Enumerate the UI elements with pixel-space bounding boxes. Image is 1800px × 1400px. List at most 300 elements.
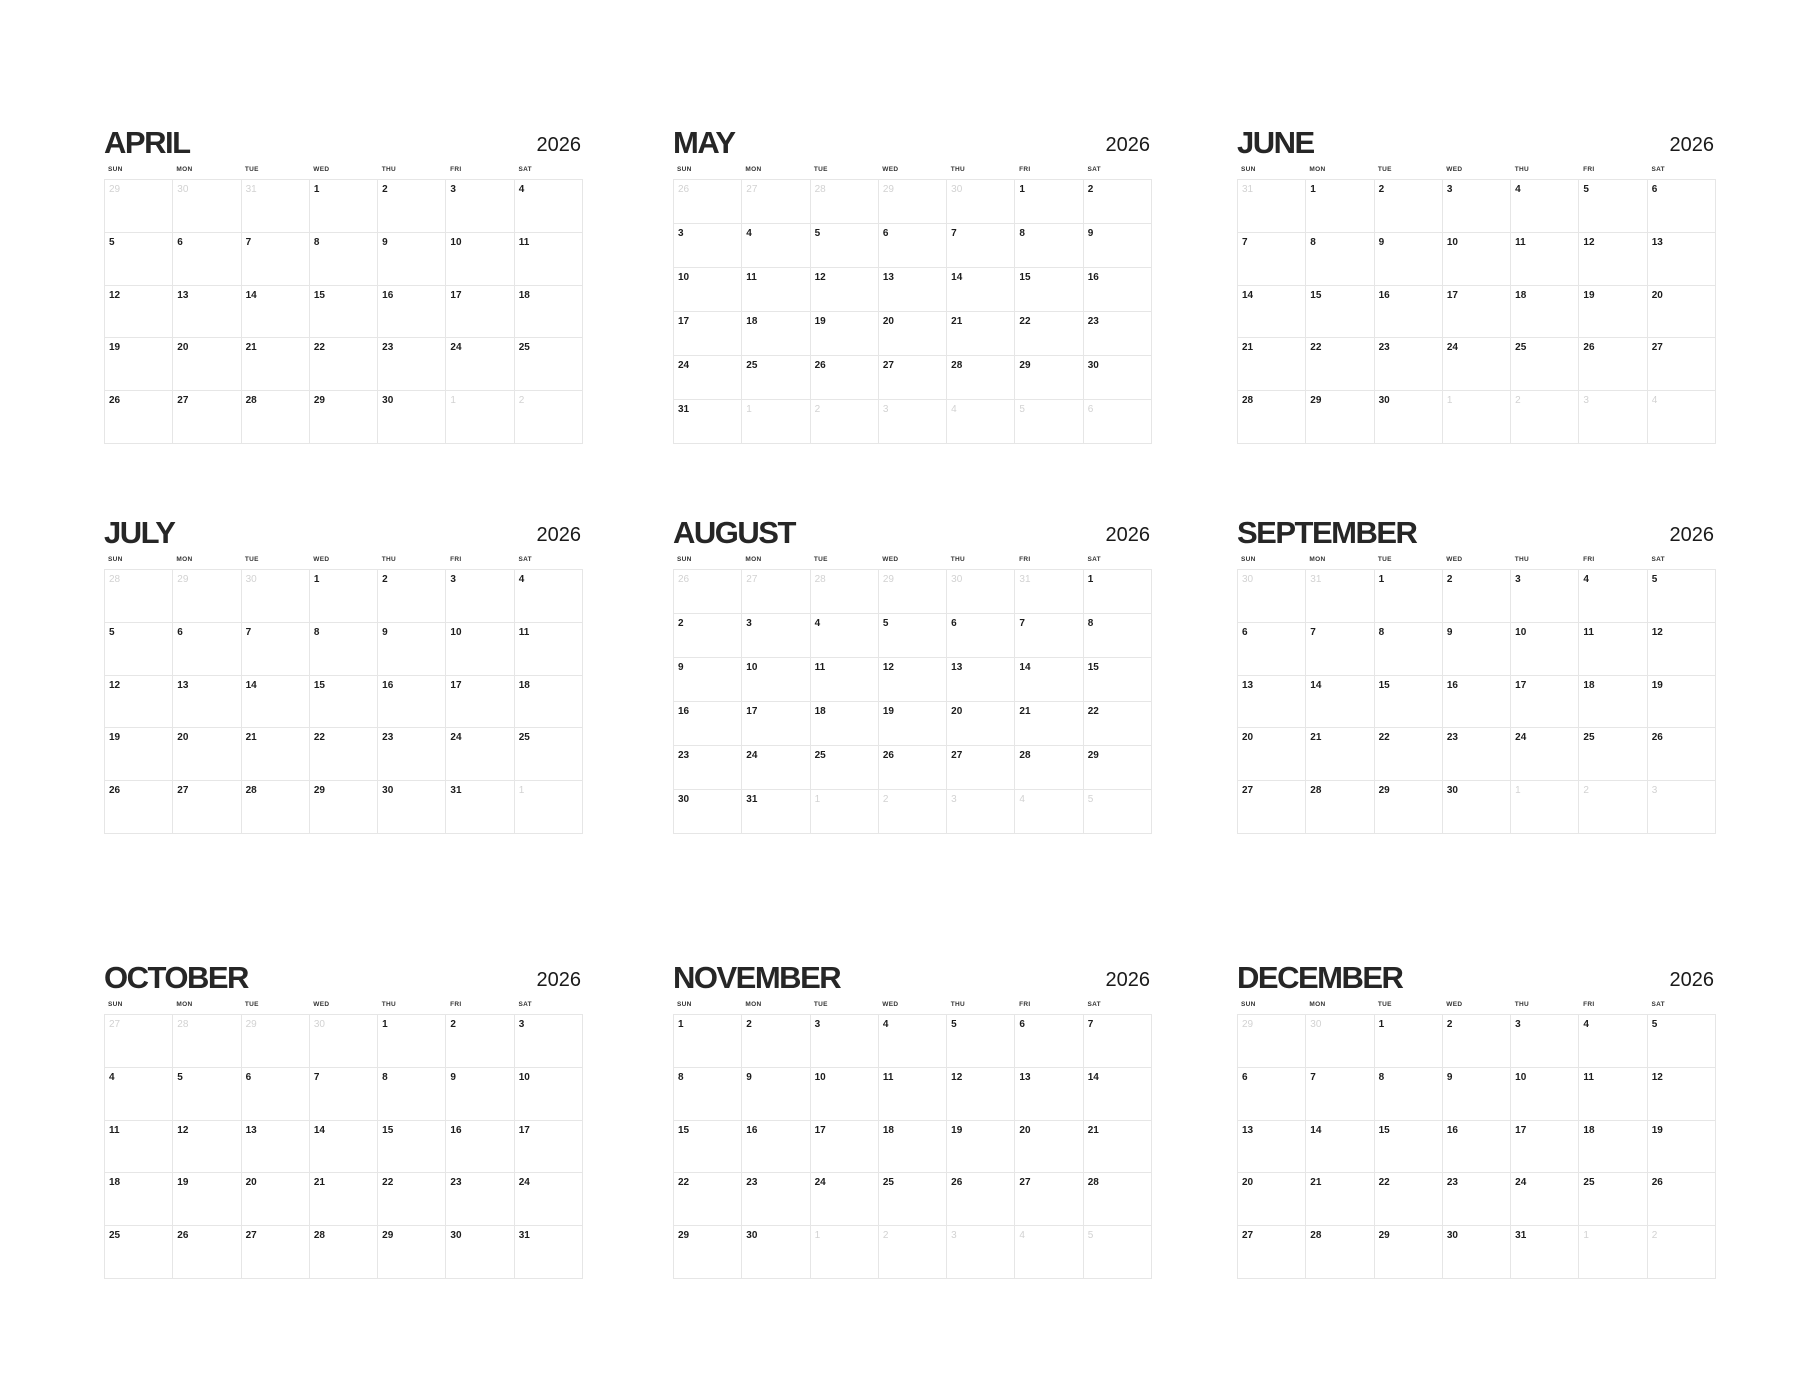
day-cell-adjacent-month[interactable]: 1 — [742, 400, 810, 444]
day-cell-adjacent-month[interactable]: 27 — [742, 570, 810, 614]
day-cell[interactable]: 20 — [173, 338, 241, 391]
day-cell[interactable]: 5 — [879, 614, 947, 658]
day-cell[interactable]: 28 — [1238, 391, 1306, 444]
day-cell[interactable]: 26 — [1579, 338, 1647, 391]
day-cell[interactable]: 6 — [1648, 180, 1716, 233]
day-cell[interactable]: 23 — [1375, 338, 1443, 391]
day-cell[interactable]: 27 — [1648, 338, 1716, 391]
day-cell[interactable]: 7 — [1238, 233, 1306, 286]
day-cell[interactable]: 21 — [1015, 702, 1083, 746]
day-cell[interactable]: 18 — [105, 1173, 173, 1226]
day-cell-adjacent-month[interactable]: 2 — [1511, 391, 1579, 444]
day-cell-adjacent-month[interactable]: 28 — [811, 180, 879, 224]
day-cell[interactable]: 1 — [378, 1015, 446, 1068]
day-cell[interactable]: 14 — [242, 676, 310, 729]
day-cell[interactable]: 2 — [1443, 570, 1511, 623]
day-cell[interactable]: 26 — [1648, 1173, 1716, 1226]
day-cell[interactable]: 29 — [310, 391, 378, 444]
day-cell[interactable]: 6 — [173, 233, 241, 286]
day-cell[interactable]: 27 — [173, 391, 241, 444]
day-cell-adjacent-month[interactable]: 5 — [1084, 790, 1152, 834]
day-cell-adjacent-month[interactable]: 4 — [1015, 790, 1083, 834]
day-cell[interactable]: 29 — [1015, 356, 1083, 400]
day-cell[interactable]: 26 — [1648, 728, 1716, 781]
day-cell[interactable]: 4 — [879, 1015, 947, 1068]
day-cell[interactable]: 18 — [515, 676, 583, 729]
day-cell[interactable]: 20 — [1238, 1173, 1306, 1226]
day-cell[interactable]: 9 — [1375, 233, 1443, 286]
day-cell[interactable]: 25 — [515, 728, 583, 781]
day-cell[interactable]: 24 — [515, 1173, 583, 1226]
day-cell[interactable]: 12 — [879, 658, 947, 702]
day-cell-adjacent-month[interactable]: 3 — [879, 400, 947, 444]
day-cell-adjacent-month[interactable]: 4 — [1648, 391, 1716, 444]
day-cell[interactable]: 2 — [378, 180, 446, 233]
day-cell[interactable]: 25 — [515, 338, 583, 391]
day-cell[interactable]: 9 — [674, 658, 742, 702]
day-cell[interactable]: 5 — [947, 1015, 1015, 1068]
day-cell[interactable]: 5 — [105, 233, 173, 286]
day-cell[interactable]: 1 — [1015, 180, 1083, 224]
day-cell[interactable]: 27 — [173, 781, 241, 834]
day-cell[interactable]: 12 — [173, 1121, 241, 1174]
day-cell-adjacent-month[interactable]: 1 — [1579, 1226, 1647, 1279]
day-cell[interactable]: 8 — [1306, 233, 1374, 286]
day-cell[interactable]: 28 — [1306, 1226, 1374, 1279]
day-cell[interactable]: 14 — [947, 268, 1015, 312]
day-cell[interactable]: 12 — [1648, 623, 1716, 676]
day-cell[interactable]: 10 — [1511, 623, 1579, 676]
day-cell[interactable]: 25 — [811, 746, 879, 790]
day-cell[interactable]: 7 — [1306, 1068, 1374, 1121]
day-cell[interactable]: 31 — [674, 400, 742, 444]
day-cell-adjacent-month[interactable]: 2 — [1579, 781, 1647, 834]
day-cell[interactable]: 30 — [742, 1226, 810, 1279]
day-cell[interactable]: 27 — [242, 1226, 310, 1279]
day-cell[interactable]: 14 — [1306, 1121, 1374, 1174]
day-cell[interactable]: 20 — [242, 1173, 310, 1226]
day-cell-adjacent-month[interactable]: 1 — [446, 391, 514, 444]
day-cell[interactable]: 19 — [105, 338, 173, 391]
day-cell-adjacent-month[interactable]: 26 — [674, 570, 742, 614]
day-cell[interactable]: 1 — [1306, 180, 1374, 233]
day-cell[interactable]: 17 — [811, 1121, 879, 1174]
day-cell-adjacent-month[interactable]: 30 — [947, 180, 1015, 224]
day-cell[interactable]: 29 — [1084, 746, 1152, 790]
day-cell[interactable]: 31 — [446, 781, 514, 834]
day-cell[interactable]: 3 — [1511, 570, 1579, 623]
day-cell[interactable]: 24 — [674, 356, 742, 400]
day-cell[interactable]: 8 — [1375, 623, 1443, 676]
day-cell[interactable]: 28 — [947, 356, 1015, 400]
day-cell[interactable]: 28 — [242, 391, 310, 444]
day-cell[interactable]: 17 — [446, 286, 514, 339]
day-cell[interactable]: 6 — [947, 614, 1015, 658]
day-cell[interactable]: 9 — [1084, 224, 1152, 268]
day-cell[interactable]: 25 — [1579, 728, 1647, 781]
day-cell[interactable]: 22 — [1306, 338, 1374, 391]
day-cell[interactable]: 1 — [1375, 570, 1443, 623]
day-cell-adjacent-month[interactable]: 30 — [1238, 570, 1306, 623]
day-cell[interactable]: 2 — [742, 1015, 810, 1068]
day-cell[interactable]: 9 — [1443, 1068, 1511, 1121]
day-cell[interactable]: 21 — [242, 338, 310, 391]
day-cell-adjacent-month[interactable]: 26 — [674, 180, 742, 224]
day-cell[interactable]: 17 — [515, 1121, 583, 1174]
day-cell[interactable]: 5 — [173, 1068, 241, 1121]
day-cell[interactable]: 4 — [1511, 180, 1579, 233]
day-cell[interactable]: 21 — [1084, 1121, 1152, 1174]
day-cell[interactable]: 19 — [173, 1173, 241, 1226]
day-cell[interactable]: 18 — [1579, 1121, 1647, 1174]
day-cell-adjacent-month[interactable]: 30 — [173, 180, 241, 233]
day-cell[interactable]: 23 — [742, 1173, 810, 1226]
day-cell[interactable]: 3 — [674, 224, 742, 268]
day-cell[interactable]: 17 — [1511, 1121, 1579, 1174]
day-cell-adjacent-month[interactable]: 1 — [1443, 391, 1511, 444]
day-cell[interactable]: 29 — [674, 1226, 742, 1279]
day-cell[interactable]: 18 — [811, 702, 879, 746]
day-cell[interactable]: 13 — [1238, 676, 1306, 729]
day-cell[interactable]: 10 — [515, 1068, 583, 1121]
day-cell[interactable]: 8 — [310, 623, 378, 676]
day-cell[interactable]: 20 — [1648, 286, 1716, 339]
day-cell[interactable]: 22 — [310, 728, 378, 781]
day-cell-adjacent-month[interactable]: 1 — [811, 790, 879, 834]
day-cell[interactable]: 15 — [1015, 268, 1083, 312]
day-cell[interactable]: 15 — [1375, 1121, 1443, 1174]
day-cell[interactable]: 23 — [446, 1173, 514, 1226]
day-cell[interactable]: 26 — [173, 1226, 241, 1279]
day-cell[interactable]: 5 — [1648, 570, 1716, 623]
day-cell[interactable]: 4 — [105, 1068, 173, 1121]
day-cell-adjacent-month[interactable]: 27 — [105, 1015, 173, 1068]
day-cell[interactable]: 15 — [1084, 658, 1152, 702]
day-cell[interactable]: 27 — [1238, 1226, 1306, 1279]
day-cell[interactable]: 24 — [811, 1173, 879, 1226]
day-cell[interactable]: 11 — [1579, 1068, 1647, 1121]
day-cell-adjacent-month[interactable]: 1 — [811, 1226, 879, 1279]
day-cell[interactable]: 9 — [378, 233, 446, 286]
day-cell-adjacent-month[interactable]: 6 — [1084, 400, 1152, 444]
day-cell[interactable]: 10 — [811, 1068, 879, 1121]
day-cell[interactable]: 19 — [1648, 1121, 1716, 1174]
day-cell-adjacent-month[interactable]: 29 — [1238, 1015, 1306, 1068]
day-cell[interactable]: 21 — [1306, 728, 1374, 781]
day-cell[interactable]: 30 — [1084, 356, 1152, 400]
day-cell[interactable]: 16 — [742, 1121, 810, 1174]
day-cell[interactable]: 9 — [378, 623, 446, 676]
day-cell[interactable]: 16 — [378, 676, 446, 729]
day-cell-adjacent-month[interactable]: 27 — [742, 180, 810, 224]
day-cell[interactable]: 10 — [1511, 1068, 1579, 1121]
day-cell-adjacent-month[interactable]: 30 — [1306, 1015, 1374, 1068]
day-cell[interactable]: 27 — [947, 746, 1015, 790]
day-cell[interactable]: 2 — [674, 614, 742, 658]
day-cell[interactable]: 16 — [1375, 286, 1443, 339]
day-cell[interactable]: 23 — [1443, 1173, 1511, 1226]
day-cell-adjacent-month[interactable]: 2 — [811, 400, 879, 444]
day-cell[interactable]: 31 — [742, 790, 810, 834]
day-cell-adjacent-month[interactable]: 3 — [947, 1226, 1015, 1279]
day-cell[interactable]: 4 — [1579, 1015, 1647, 1068]
day-cell[interactable]: 30 — [446, 1226, 514, 1279]
day-cell[interactable]: 11 — [105, 1121, 173, 1174]
day-cell[interactable]: 25 — [1511, 338, 1579, 391]
day-cell[interactable]: 16 — [1443, 1121, 1511, 1174]
day-cell[interactable]: 10 — [1443, 233, 1511, 286]
day-cell[interactable]: 6 — [173, 623, 241, 676]
day-cell[interactable]: 13 — [1238, 1121, 1306, 1174]
day-cell[interactable]: 7 — [1084, 1015, 1152, 1068]
day-cell[interactable]: 6 — [879, 224, 947, 268]
day-cell[interactable]: 27 — [879, 356, 947, 400]
day-cell[interactable]: 20 — [173, 728, 241, 781]
day-cell[interactable]: 3 — [811, 1015, 879, 1068]
day-cell[interactable]: 5 — [811, 224, 879, 268]
day-cell[interactable]: 25 — [1579, 1173, 1647, 1226]
day-cell-adjacent-month[interactable]: 2 — [515, 391, 583, 444]
day-cell[interactable]: 19 — [1579, 286, 1647, 339]
day-cell-adjacent-month[interactable]: 3 — [947, 790, 1015, 834]
day-cell[interactable]: 22 — [1375, 728, 1443, 781]
day-cell[interactable]: 6 — [1238, 1068, 1306, 1121]
day-cell[interactable]: 8 — [1015, 224, 1083, 268]
day-cell[interactable]: 30 — [378, 781, 446, 834]
day-cell-adjacent-month[interactable]: 5 — [1084, 1226, 1152, 1279]
day-cell[interactable]: 8 — [1375, 1068, 1443, 1121]
day-cell[interactable]: 6 — [242, 1068, 310, 1121]
day-cell[interactable]: 29 — [378, 1226, 446, 1279]
day-cell[interactable]: 12 — [947, 1068, 1015, 1121]
day-cell[interactable]: 13 — [879, 268, 947, 312]
day-cell[interactable]: 30 — [1443, 1226, 1511, 1279]
day-cell[interactable]: 4 — [515, 180, 583, 233]
day-cell[interactable]: 24 — [1511, 1173, 1579, 1226]
day-cell[interactable]: 12 — [105, 286, 173, 339]
day-cell[interactable]: 15 — [1306, 286, 1374, 339]
day-cell[interactable]: 11 — [1579, 623, 1647, 676]
day-cell[interactable]: 14 — [310, 1121, 378, 1174]
day-cell-adjacent-month[interactable]: 30 — [947, 570, 1015, 614]
day-cell[interactable]: 3 — [1511, 1015, 1579, 1068]
day-cell[interactable]: 17 — [446, 676, 514, 729]
day-cell-adjacent-month[interactable]: 29 — [242, 1015, 310, 1068]
day-cell[interactable]: 9 — [742, 1068, 810, 1121]
day-cell[interactable]: 30 — [674, 790, 742, 834]
day-cell[interactable]: 11 — [742, 268, 810, 312]
day-cell[interactable]: 11 — [515, 233, 583, 286]
day-cell[interactable]: 7 — [242, 623, 310, 676]
day-cell[interactable]: 4 — [811, 614, 879, 658]
day-cell[interactable]: 16 — [378, 286, 446, 339]
day-cell[interactable]: 21 — [1306, 1173, 1374, 1226]
day-cell[interactable]: 2 — [1084, 180, 1152, 224]
day-cell[interactable]: 6 — [1238, 623, 1306, 676]
day-cell[interactable]: 12 — [811, 268, 879, 312]
day-cell[interactable]: 11 — [811, 658, 879, 702]
day-cell[interactable]: 10 — [446, 623, 514, 676]
day-cell-adjacent-month[interactable]: 2 — [879, 790, 947, 834]
day-cell[interactable]: 24 — [446, 728, 514, 781]
day-cell[interactable]: 24 — [1443, 338, 1511, 391]
day-cell[interactable]: 23 — [1443, 728, 1511, 781]
day-cell[interactable]: 2 — [1375, 180, 1443, 233]
day-cell[interactable]: 2 — [378, 570, 446, 623]
day-cell[interactable]: 29 — [1375, 781, 1443, 834]
day-cell[interactable]: 17 — [674, 312, 742, 356]
day-cell[interactable]: 1 — [1084, 570, 1152, 614]
day-cell-adjacent-month[interactable]: 28 — [811, 570, 879, 614]
day-cell[interactable]: 23 — [378, 338, 446, 391]
day-cell[interactable]: 11 — [515, 623, 583, 676]
day-cell[interactable]: 21 — [310, 1173, 378, 1226]
day-cell[interactable]: 4 — [742, 224, 810, 268]
day-cell[interactable]: 28 — [1306, 781, 1374, 834]
day-cell[interactable]: 28 — [310, 1226, 378, 1279]
day-cell[interactable]: 8 — [310, 233, 378, 286]
day-cell-adjacent-month[interactable]: 28 — [105, 570, 173, 623]
day-cell[interactable]: 21 — [242, 728, 310, 781]
day-cell[interactable]: 1 — [310, 570, 378, 623]
day-cell-adjacent-month[interactable]: 29 — [879, 180, 947, 224]
day-cell[interactable]: 14 — [242, 286, 310, 339]
day-cell[interactable]: 19 — [879, 702, 947, 746]
day-cell[interactable]: 8 — [674, 1068, 742, 1121]
day-cell[interactable]: 7 — [1015, 614, 1083, 658]
day-cell-adjacent-month[interactable]: 31 — [1238, 180, 1306, 233]
day-cell-adjacent-month[interactable]: 1 — [515, 781, 583, 834]
day-cell-adjacent-month[interactable]: 4 — [1015, 1226, 1083, 1279]
day-cell[interactable]: 24 — [446, 338, 514, 391]
day-cell-adjacent-month[interactable]: 31 — [1015, 570, 1083, 614]
day-cell[interactable]: 3 — [742, 614, 810, 658]
day-cell[interactable]: 10 — [446, 233, 514, 286]
day-cell[interactable]: 3 — [446, 570, 514, 623]
day-cell[interactable]: 12 — [1579, 233, 1647, 286]
day-cell[interactable]: 2 — [1443, 1015, 1511, 1068]
day-cell[interactable]: 18 — [742, 312, 810, 356]
day-cell[interactable]: 16 — [446, 1121, 514, 1174]
day-cell[interactable]: 5 — [105, 623, 173, 676]
day-cell[interactable]: 14 — [1015, 658, 1083, 702]
day-cell-adjacent-month[interactable]: 29 — [879, 570, 947, 614]
day-cell[interactable]: 4 — [1579, 570, 1647, 623]
day-cell[interactable]: 12 — [1648, 1068, 1716, 1121]
day-cell[interactable]: 18 — [515, 286, 583, 339]
day-cell[interactable]: 16 — [1084, 268, 1152, 312]
day-cell[interactable]: 20 — [879, 312, 947, 356]
day-cell[interactable]: 10 — [674, 268, 742, 312]
day-cell[interactable]: 5 — [1648, 1015, 1716, 1068]
day-cell[interactable]: 24 — [742, 746, 810, 790]
day-cell[interactable]: 3 — [1443, 180, 1511, 233]
day-cell[interactable]: 16 — [674, 702, 742, 746]
day-cell[interactable]: 17 — [742, 702, 810, 746]
day-cell[interactable]: 13 — [947, 658, 1015, 702]
day-cell[interactable]: 13 — [242, 1121, 310, 1174]
day-cell[interactable]: 21 — [947, 312, 1015, 356]
day-cell[interactable]: 10 — [742, 658, 810, 702]
day-cell[interactable]: 22 — [1015, 312, 1083, 356]
day-cell-adjacent-month[interactable]: 2 — [879, 1226, 947, 1279]
day-cell[interactable]: 31 — [1511, 1226, 1579, 1279]
day-cell[interactable]: 15 — [378, 1121, 446, 1174]
day-cell[interactable]: 3 — [446, 180, 514, 233]
day-cell[interactable]: 28 — [1015, 746, 1083, 790]
day-cell[interactable]: 2 — [446, 1015, 514, 1068]
day-cell[interactable]: 28 — [242, 781, 310, 834]
day-cell[interactable]: 15 — [310, 286, 378, 339]
day-cell[interactable]: 11 — [1511, 233, 1579, 286]
day-cell[interactable]: 21 — [1238, 338, 1306, 391]
day-cell[interactable]: 5 — [1579, 180, 1647, 233]
day-cell[interactable]: 22 — [1375, 1173, 1443, 1226]
day-cell[interactable]: 29 — [310, 781, 378, 834]
day-cell[interactable]: 29 — [1375, 1226, 1443, 1279]
day-cell[interactable]: 13 — [173, 676, 241, 729]
day-cell[interactable]: 13 — [173, 286, 241, 339]
day-cell[interactable]: 14 — [1306, 676, 1374, 729]
day-cell-adjacent-month[interactable]: 29 — [105, 180, 173, 233]
day-cell[interactable]: 3 — [515, 1015, 583, 1068]
day-cell[interactable]: 26 — [105, 781, 173, 834]
day-cell[interactable]: 19 — [947, 1121, 1015, 1174]
day-cell[interactable]: 31 — [515, 1226, 583, 1279]
day-cell[interactable]: 7 — [1306, 623, 1374, 676]
day-cell[interactable]: 27 — [1238, 781, 1306, 834]
day-cell[interactable]: 14 — [1084, 1068, 1152, 1121]
day-cell[interactable]: 7 — [310, 1068, 378, 1121]
day-cell[interactable]: 30 — [1375, 391, 1443, 444]
day-cell[interactable]: 16 — [1443, 676, 1511, 729]
day-cell-adjacent-month[interactable]: 31 — [242, 180, 310, 233]
day-cell[interactable]: 9 — [1443, 623, 1511, 676]
day-cell-adjacent-month[interactable]: 3 — [1579, 391, 1647, 444]
day-cell[interactable]: 26 — [947, 1173, 1015, 1226]
day-cell[interactable]: 28 — [1084, 1173, 1152, 1226]
day-cell-adjacent-month[interactable]: 31 — [1306, 570, 1374, 623]
day-cell[interactable]: 7 — [947, 224, 1015, 268]
day-cell[interactable]: 22 — [1084, 702, 1152, 746]
day-cell[interactable]: 4 — [515, 570, 583, 623]
day-cell[interactable]: 29 — [1306, 391, 1374, 444]
day-cell[interactable]: 22 — [378, 1173, 446, 1226]
day-cell[interactable]: 7 — [242, 233, 310, 286]
day-cell[interactable]: 23 — [1084, 312, 1152, 356]
day-cell[interactable]: 27 — [1015, 1173, 1083, 1226]
day-cell[interactable]: 18 — [1579, 676, 1647, 729]
day-cell[interactable]: 15 — [674, 1121, 742, 1174]
day-cell-adjacent-month[interactable]: 2 — [1648, 1226, 1716, 1279]
day-cell[interactable]: 13 — [1015, 1068, 1083, 1121]
day-cell[interactable]: 1 — [1375, 1015, 1443, 1068]
day-cell[interactable]: 15 — [1375, 676, 1443, 729]
day-cell[interactable]: 30 — [1443, 781, 1511, 834]
day-cell[interactable]: 25 — [105, 1226, 173, 1279]
day-cell[interactable]: 18 — [1511, 286, 1579, 339]
day-cell[interactable]: 12 — [105, 676, 173, 729]
day-cell-adjacent-month[interactable]: 4 — [947, 400, 1015, 444]
day-cell[interactable]: 20 — [1238, 728, 1306, 781]
day-cell[interactable]: 6 — [1015, 1015, 1083, 1068]
day-cell[interactable]: 30 — [378, 391, 446, 444]
day-cell[interactable]: 19 — [811, 312, 879, 356]
day-cell[interactable]: 8 — [378, 1068, 446, 1121]
day-cell[interactable]: 24 — [1511, 728, 1579, 781]
day-cell[interactable]: 14 — [1238, 286, 1306, 339]
day-cell[interactable]: 20 — [947, 702, 1015, 746]
